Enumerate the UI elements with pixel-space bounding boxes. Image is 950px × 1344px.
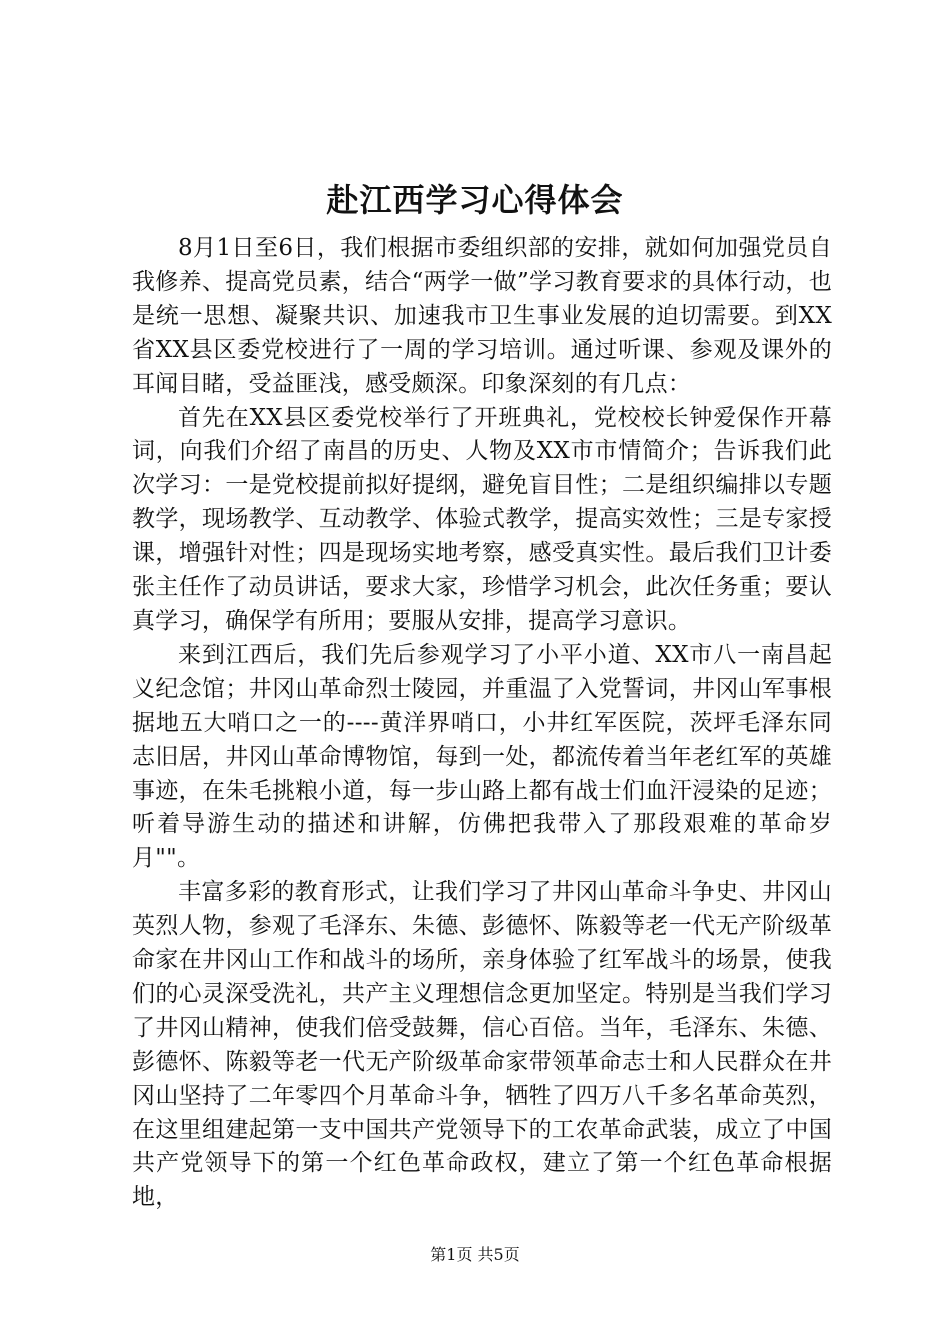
page-footer: 第1页 共5页 (430, 1245, 520, 1264)
document-title: 赴江西学习心得体会 (326, 181, 624, 219)
document-body (132, 232, 832, 1215)
paragraph-4: 丰富多彩的教育形式，让我们学习了井冈山革命斗争史、井冈山英烈人物，参观了毛泽东、朱德、彭德怀、陈毅等老一代无产阶级革命家在井冈山工作和战斗的场所，亲身体验了红军战斗的场景，使我们的心灵深受洗礼，共产主义理想信念更加坚定。特别是当我们学习了井冈山精神，使我们倍受鼓舞，信心百倍。当年，毛泽东、朱德、彭德怀、陈毅等老一代无产阶级革命家带领革命志士和人民群众在井冈山坚持了二年零四个月革命斗争，牺牲了四万八千多名革命英烈，在这里组建起第一支中国共产党领导下的工农革命武装，成立了中国共产党领导下的第一个红色革命政权，建立了第一个红色革命根据地， (132, 879, 832, 1211)
paragraph-2: 首先在XX县区委党校举行了开班典礼，党校校长钟爱保作开幕词，向我们介绍了南昌的历史、人物及XX市市情简介；告诉我们此次学习：一是党校提前拟好提纲，避免盲目性；二是组织编排以专题教学，现场教学、互动教学、体验式教学，提高实效性；三是专家授课，增强针对性；四是现场实地考察，感受真实性。最后我们卫计委张主任作了动员讲话，要求大家，珍惜学习机会，此次任务重；要认真学习，确保学有所用；要服从安排，提高学习意识。 (132, 404, 832, 634)
paragraph-1: 8月1日至6日，我们根据市委组织部的安排，就如何加强党员自我修养、提高党员素，结合“两学一做”学习教育要求的具体行动，也是统一思想、凝聚共识、加速我市卫生事业发展的迫切需要。到XX省XX县区委党校进行了一周的学习培训。通过听课、参观及课外的耳闻目睹，受益匪浅，感受颇深。印象深刻的有几点： (132, 235, 832, 397)
paragraph-3: 来到江西后，我们先后参观学习了小平小道、XX市八一南昌起义纪念馆；井冈山革命烈士陵园，并重温了入党誓词，井冈山军事根据地五大哨口之一的----黄洋界哨口，小井红军医院，茨坪毛泽东同志旧居，井冈山革命博物馆，每到一处，都流传着当年老红军的英雄事迹，在朱毛挑粮小道，每一步山路上都有战士们血汗浸染的足迹；听着导游生动的描述和讲解，仿佛把我带入了那段艰难的革命岁月""。 (132, 641, 832, 872)
